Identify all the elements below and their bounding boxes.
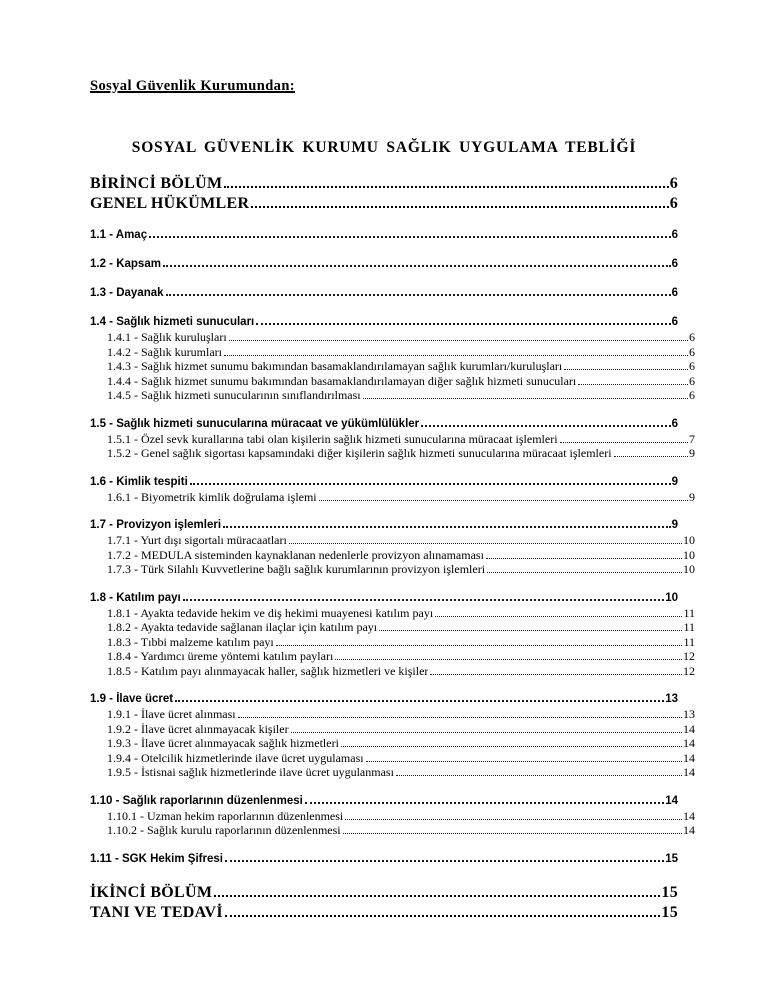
toc-leader-dots <box>291 732 682 733</box>
toc-entry-page: 10 <box>665 591 678 604</box>
toc-entry <box>90 591 678 606</box>
toc-leader-dots <box>343 833 682 834</box>
toc-entry-label: 1.4.2 - Sağlık kurumları <box>107 344 222 359</box>
toc-entry-label: BİRİNCİ BÖLÜM <box>90 175 223 192</box>
toc-entry-label: 1.8.3 - Tıbbi malzeme katılım payı <box>107 634 274 649</box>
toc-leader-dots <box>564 369 688 370</box>
toc-leader-dots <box>345 819 682 820</box>
toc-entry <box>90 809 695 824</box>
toc-entry <box>90 649 695 664</box>
toc-leader-dots <box>560 442 688 443</box>
toc-leader-dots <box>276 645 683 646</box>
toc-leader-dots <box>224 355 688 356</box>
toc-entry-page: 6 <box>689 330 695 344</box>
toc-entry-label: 1.4.5 - Sağlık hizmeti sunucularının sınıflandırılması <box>107 388 361 402</box>
toc-leader-dots <box>396 775 682 776</box>
toc-entry <box>90 174 678 194</box>
toc-entry <box>90 432 695 447</box>
toc-entry-page: 9 <box>671 519 678 531</box>
toc-entry-page: 6 <box>689 344 695 359</box>
toc-entry-page: 14 <box>683 721 695 736</box>
toc-leader-dots <box>225 860 664 862</box>
toc-leader-dots <box>214 895 660 897</box>
toc-entry <box>90 823 695 838</box>
toc-entry-label: 1.8.4 - Yardımcı üreme yöntemi katılım payları <box>107 649 334 663</box>
toc-entry-label: 1.5.2 - Genel sağlık sigortası kapsamındaki diğer kişilerin sağlık hizmeti sunucularına müracaat işlemleri <box>107 446 612 460</box>
toc-entry-label: 1.7 - Provizyon işlemleri <box>90 519 222 531</box>
toc-entry <box>90 330 695 345</box>
toc-entry <box>90 490 695 505</box>
toc-entry <box>90 359 695 374</box>
toc-entry-page: 11 <box>683 620 695 634</box>
toc-entry-page: 9 <box>671 475 678 488</box>
toc-entry-page: 11 <box>683 605 695 620</box>
toc-entry <box>90 446 695 461</box>
toc-entry <box>90 475 678 490</box>
toc-entry-label: 1.10.2 - Sağlık kurulu raporlarının düzenlenmesi <box>107 823 341 837</box>
toc-leader-dots <box>166 294 671 296</box>
toc-entry-label: İKİNCİ BÖLÜM <box>90 883 213 901</box>
toc-entry <box>90 388 695 403</box>
toc-leader-dots <box>225 915 661 917</box>
toc-entry-page: 6 <box>689 388 695 402</box>
toc-entry-page: 7 <box>689 431 695 446</box>
toc-leader-dots <box>183 599 664 601</box>
toc-entry-page: 15 <box>661 903 678 921</box>
toc-entry <box>90 345 695 360</box>
toc-entry-label: 1.7.2 - MEDULA sisteminden kaynaklanan nedenlerle provizyon alınamaması <box>107 547 484 562</box>
toc-entry-page: 10 <box>683 547 695 562</box>
toc-entry-page: 6 <box>689 373 695 388</box>
toc-entry-label: TANI VE TEDAVİ <box>90 903 223 921</box>
toc-leader-dots <box>487 572 682 573</box>
toc-entry <box>90 635 695 650</box>
toc-entry-page: 6 <box>671 287 678 299</box>
toc-entry-label: 1.7.3 - Türk Silahlı Kuvvetlerine bağlı sağlık kurumlarının provizyon işlemleri <box>107 562 486 576</box>
toc-entry-page: 14 <box>683 823 695 837</box>
toc-entry-page: 10 <box>683 562 695 576</box>
toc-entry <box>90 548 695 563</box>
toc-entry <box>90 736 695 751</box>
toc-entry-label: 1.3 - Dayanak <box>90 287 164 299</box>
toc-entry <box>90 228 678 243</box>
toc-entry <box>90 852 678 867</box>
toc-entry-page: 13 <box>683 707 695 721</box>
table-of-contents <box>90 174 695 923</box>
toc-entry <box>90 533 695 548</box>
toc-entry <box>90 722 695 737</box>
toc-leader-dots <box>190 483 671 485</box>
toc-leader-dots <box>229 340 688 341</box>
toc-entry <box>90 374 695 389</box>
toc-entry <box>90 562 695 577</box>
toc-entry-page: 15 <box>661 883 678 901</box>
toc-entry-label: 1.8.2 - Ayakta tedavide sağlanan ilaçlar için katılım payı <box>107 620 378 634</box>
toc-entry-page: 15 <box>665 852 678 865</box>
toc-leader-dots <box>223 526 671 528</box>
toc-entry-label: 1.5 - Sağlık hizmeti sunucularına müracaat ve yükümlülükler <box>90 417 420 430</box>
toc-entry-page: 6 <box>669 175 678 192</box>
toc-entry-label: GENEL HÜKÜMLER <box>90 195 250 212</box>
toc-entry <box>90 286 678 301</box>
toc-leader-dots <box>379 630 682 631</box>
toc-entry <box>90 194 678 214</box>
toc-entry-label: 1.9.5 - İstisnai sağlık hizmetlerinde ilave ücret uygulanması <box>107 765 394 779</box>
toc-leader-dots <box>421 425 670 427</box>
toc-entry-label: 1.9.1 - İlave ücret alınması <box>107 707 236 721</box>
toc-entry-label: 1.8.5 - Katılım payı alınmayacak haller, sağlık hizmetleri ve kişiler <box>107 663 429 678</box>
toc-entry-page: 14 <box>665 794 678 807</box>
toc-entry-page: 9 <box>689 489 695 504</box>
toc-leader-dots <box>149 236 670 238</box>
toc-entry-page: 12 <box>683 649 695 663</box>
toc-entry-page: 14 <box>683 750 695 765</box>
toc-entry-label: 1.10.1 - Uzman hekim raporlarının düzenlenmesi <box>107 808 344 823</box>
toc-entry <box>90 794 678 809</box>
toc-leader-dots <box>341 746 682 747</box>
toc-entry-label: 1.4 - Sağlık hizmeti sunucuları <box>90 316 255 328</box>
toc-leader-dots <box>256 323 670 325</box>
toc-leader-dots <box>335 659 682 660</box>
toc-entry-page: 6 <box>689 359 695 373</box>
toc-entry-label: 1.10 - Sağlık raporlarının düzenlenmesi <box>90 794 303 807</box>
document-title: SOSYAL GÜVENLİK KURUMU SAĞLIK UYGULAMA TEBLİĞİ <box>131 139 637 156</box>
toc-leader-dots <box>486 558 682 559</box>
toc-entry <box>90 417 678 432</box>
toc-leader-dots <box>435 616 682 617</box>
toc-entry-page: 9 <box>689 446 695 460</box>
toc-entry-label: 1.11 - SGK Hekim Şifresi <box>90 852 223 865</box>
toc-leader-dots <box>175 700 664 702</box>
toc-entry-page: 12 <box>683 663 695 678</box>
toc-entry <box>90 606 695 621</box>
toc-entry-page: 6 <box>671 229 678 241</box>
toc-entry-label: 1.4.3 - Sağlık hizmet sunumu bakımından basamaklandırılamayan sağlık kurumları/kuruluşları <box>107 359 563 373</box>
toc-leader-dots <box>366 761 682 762</box>
toc-entry-page: 6 <box>671 258 678 270</box>
toc-leader-dots <box>289 543 682 544</box>
toc-entry <box>90 903 678 923</box>
toc-entry-page: 14 <box>683 765 695 779</box>
toc-entry-label: 1.9.4 - Otelcilik hizmetlerinde ilave ücret uygulaması <box>107 750 364 765</box>
toc-entry <box>90 620 695 635</box>
toc-entry-label: 1.9 - İlave ücret <box>90 693 174 705</box>
toc-entry-label: 1.6 - Kimlik tespiti <box>90 475 188 488</box>
toc-leader-dots <box>319 500 688 501</box>
toc-entry-label: 1.8.1 - Ayakta tedavide hekim ve diş hekimi muayenesi katılım payı <box>107 605 434 620</box>
toc-entry <box>90 765 695 780</box>
toc-leader-dots <box>305 802 664 804</box>
toc-leader-dots <box>163 265 671 267</box>
toc-leader-dots <box>430 674 682 675</box>
toc-entry-page: 14 <box>683 736 695 750</box>
toc-leader-dots <box>251 206 668 208</box>
toc-entry-label: 1.7.1 - Yurt dışı sigortalı müracaatları <box>107 533 287 547</box>
toc-entry <box>90 751 695 766</box>
toc-entry <box>90 707 695 722</box>
toc-entry-label: 1.6.1 - Biyometrik kimlik doğrulama işlemi <box>107 489 317 504</box>
toc-entry-label: 1.8 - Katılım payı <box>90 591 181 604</box>
toc-entry-page: 10 <box>683 533 695 547</box>
toc-entry-page: 14 <box>683 808 695 823</box>
toc-entry-page: 11 <box>683 634 695 649</box>
toc-entry-label: 1.5.1 - Özel sevk kurallarına tabi olan kişilerin sağlık hizmeti sunucularına müracaat işlemleri <box>107 431 558 446</box>
toc-leader-dots <box>238 717 682 718</box>
toc-entry <box>90 518 678 533</box>
toc-leader-dots <box>224 186 668 188</box>
toc-leader-dots <box>363 398 688 399</box>
toc-leader-dots <box>578 384 688 385</box>
toc-entry-page: 6 <box>669 195 678 212</box>
toc-entry-page: 6 <box>671 417 678 430</box>
toc-entry-label: 1.4.1 - Sağlık kuruluşları <box>107 330 227 344</box>
toc-entry <box>90 257 678 272</box>
toc-leader-dots <box>614 456 688 457</box>
toc-entry-label: 1.4.4 - Sağlık hizmet sunumu bakımından basamaklandırılamayan diğer sağlık hizmeti sunucuları <box>107 373 577 388</box>
toc-entry <box>90 315 678 330</box>
toc-entry <box>90 664 695 679</box>
toc-entry-label: 1.1 - Amaç <box>90 229 148 241</box>
toc-entry-label: 1.9.3 - İlave ücret alınmayacak sağlık hizmetleri <box>107 736 339 750</box>
toc-entry-label: 1.2 - Kapsam <box>90 258 161 270</box>
toc-entry <box>90 883 678 903</box>
toc-entry-page: 13 <box>665 693 678 705</box>
toc-entry <box>90 692 678 707</box>
document-source-line: Sosyal Güvenlik Kurumundan: <box>90 78 296 94</box>
toc-entry-label: 1.9.2 - İlave ücret alınmayacak kişiler <box>107 721 289 736</box>
toc-entry-page: 6 <box>671 316 678 328</box>
